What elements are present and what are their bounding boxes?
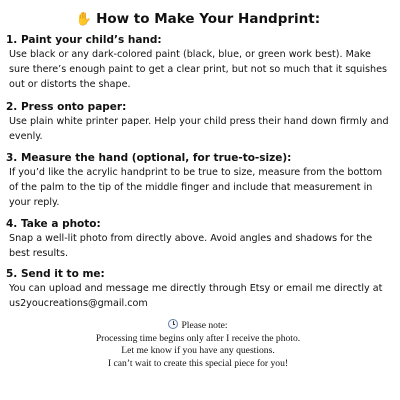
step-5-body: You can upload and message me directly through Etsy or email me directly at us2youcreations@gmail.com <box>9 283 383 309</box>
step-3-heading: 3. Measure the hand (optional, for true-to-size): <box>6 152 292 164</box>
clock-icon <box>168 319 178 329</box>
note-heading-line <box>6 319 390 333</box>
raised-hand-icon: ✋ <box>75 12 93 27</box>
step-5 <box>6 268 390 311</box>
step-4-heading: 4. Take a photo: <box>6 218 101 230</box>
step-2 <box>6 101 390 144</box>
step-4 <box>6 218 390 261</box>
step-3 <box>6 152 390 210</box>
step-2-heading: 2. Press onto paper: <box>6 101 127 113</box>
step-1 <box>6 34 390 92</box>
step-2-body: Use plain white printer paper. Help your child press their hand down firmly and evenly. <box>9 116 389 142</box>
note-heading: Please note: <box>181 320 228 331</box>
note-line-3: I can’t wait to create this special piece for you! <box>107 357 289 369</box>
step-4-body: Snap a well-lit photo from directly above. Avoid angles and shadows for the best results. <box>9 233 373 259</box>
note-line-1: Processing time begins only after I receive the photo. <box>95 332 301 344</box>
step-1-heading: 1. Paint your child’s hand: <box>6 34 162 46</box>
step-1-body: Use black or any dark-colored paint (black, blue, or green work best). Make sure there’s enough paint to get a clear print, but not so much that it squishes out or distorts the shape. <box>9 49 388 90</box>
note-line-2: Let me know if you have any questions. <box>121 345 275 356</box>
page-title-text: How to Make Your Handprint: <box>96 11 321 27</box>
step-3-body: If you’d like the acrylic handprint to be true to size, measure from the bottom of the palm to the tip of the middle finger and include that measurement in your reply. <box>9 167 383 208</box>
page-title <box>6 10 390 29</box>
processing-note <box>6 319 390 370</box>
step-5-heading: 5. Send it to me: <box>6 268 105 280</box>
